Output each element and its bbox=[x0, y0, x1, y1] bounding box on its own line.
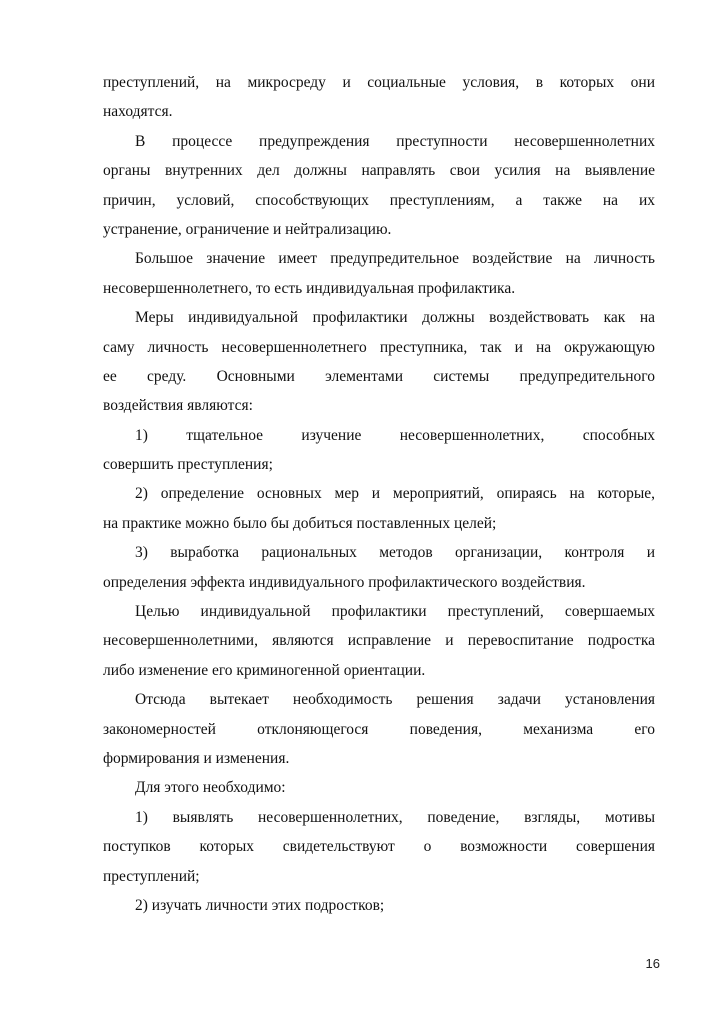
list-item-line: 2) определение основных мер и мероприятий, опираясь на которые, bbox=[135, 485, 655, 503]
text-line: причин, условий, способствующих преступлениям, а также на их bbox=[103, 191, 655, 209]
list-item-line: 1) выявлять несовершеннолетних, поведение, взгляды, мотивы bbox=[135, 808, 655, 826]
text-line: несовершеннолетнего, то есть индивидуальная профилактика. bbox=[103, 279, 516, 297]
text-line: Большое значение имеет предупредительное воздействие на личность bbox=[135, 250, 655, 268]
text-line: поступков которых свидетельствуют о возможности совершения bbox=[103, 838, 655, 856]
list-item-line: 3) выработка рациональных методов организации, контроля и bbox=[135, 544, 655, 562]
text-line: преступлений; bbox=[103, 867, 200, 885]
document-page bbox=[103, 68, 655, 920]
text-line: преступлений, на микросреду и социальные условия, в которых они bbox=[103, 74, 655, 91]
text-line: формирования и изменения. bbox=[103, 749, 290, 767]
text-line: Целью индивидуальной профилактики преступлений, совершаемых bbox=[135, 603, 655, 621]
text-line: органы внутренних дел должны направлять свои усилия на выявление bbox=[103, 162, 655, 180]
text-line: саму личность несовершеннолетнего преступника, так и на окружающую bbox=[103, 338, 655, 356]
text-line: В процессе предупреждения преступности несовершеннолетних bbox=[135, 132, 655, 150]
text-line: совершить преступления; bbox=[103, 456, 273, 474]
text-line: несовершеннолетними, являются исправление и перевоспитание подростка bbox=[103, 632, 655, 650]
text-line: определения эффекта индивидуального профилактического воздействия. bbox=[103, 573, 586, 591]
text-line: на практике можно было бы добиться поставленных целей; bbox=[103, 514, 497, 532]
list-item-line: 2) изучать личности этих подростков; bbox=[135, 896, 385, 914]
text-line: Отсюда вытекает необходимость решения задачи установления bbox=[135, 691, 655, 709]
page-number: 16 bbox=[645, 956, 660, 971]
text-line: воздействия являются: bbox=[103, 397, 253, 415]
text-line: Для этого необходимо: bbox=[135, 779, 286, 797]
text-line: находятся. bbox=[103, 103, 173, 121]
text-line: Меры индивидуальной профилактики должны воздействовать как на bbox=[135, 309, 655, 327]
text-line: ее среду. Основными элементами системы предупредительного bbox=[103, 367, 655, 385]
text-line: закономерностей отклоняющегося поведения, механизма его bbox=[103, 720, 655, 738]
text-line: устранение, ограничение и нейтрализацию. bbox=[103, 220, 392, 238]
list-item-line: 1) тщательное изучение несовершеннолетних, способных bbox=[135, 426, 655, 444]
text-line: либо изменение его криминогенной ориентации. bbox=[103, 661, 426, 679]
